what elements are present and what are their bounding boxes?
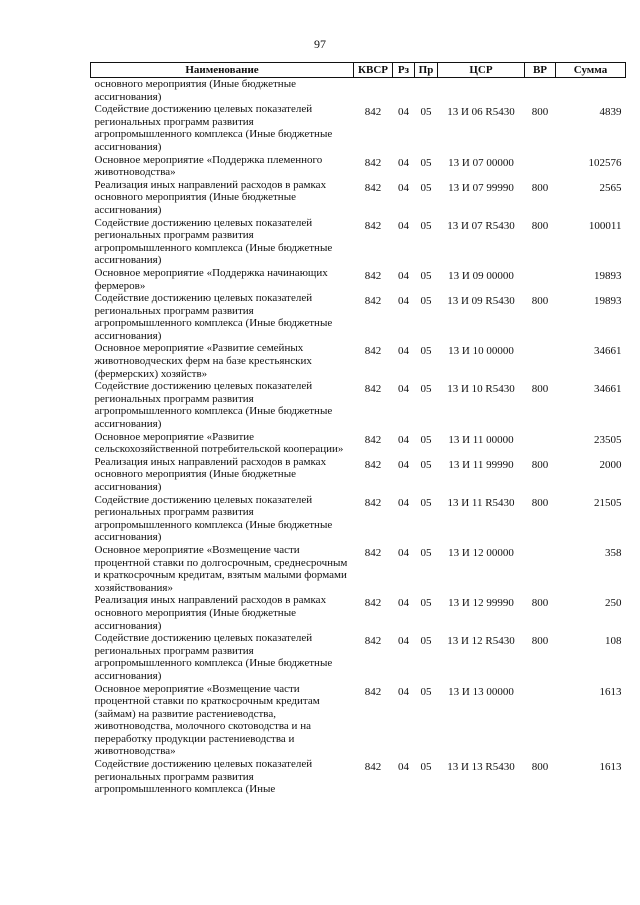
continuation-row [91,78,626,104]
cell-pr: 05 [420,106,432,119]
cell-kvsr: 842 [364,269,382,282]
cell-sum: 100011 [588,219,622,232]
cell-csr: 13 И 10 R5430 [447,383,515,396]
cell-name: Содействие достижению целевых показателей региональных программ развития агропромышленного комплекса (Иные [94,758,313,796]
cell-name: Содействие достижению целевых показателей региональных программ развития агропромышленного комплекса (Иные бюджетные ассигнования) [94,493,333,544]
cell-pr: 05 [420,496,432,509]
cell-vr: 800 [531,106,549,119]
cell-csr: 13 И 09 R5430 [447,295,515,308]
cell-kvsr: 842 [364,106,382,119]
table-row [91,456,626,494]
cell-sum: 21505 [594,496,622,509]
cell-pr: 05 [420,546,432,559]
cell-sum: 19893 [594,269,622,282]
cell-pr: 05 [420,219,432,232]
cell-rz: 04 [398,106,409,119]
header-pr: Пр [415,63,438,78]
table-row [91,632,626,682]
table-row [91,154,626,179]
cell-csr: 13 И 11 R5430 [447,496,515,509]
cell-sum: 34661 [594,383,622,396]
cell-kvsr: 842 [364,458,382,471]
cell-pr: 05 [420,295,432,308]
cell-vr [525,342,556,380]
cell-name: Основное мероприятие «Развитие семейных животноводческих ферм на базе крестьянских (фермерских) хозяйств» [94,342,312,380]
cell-sum: 358 [605,546,622,559]
cell-csr: 13 И 11 99990 [448,458,514,471]
cell-vr: 800 [531,458,549,471]
cell-sum: 1613 [599,685,622,698]
cell-vr [525,154,556,179]
table-row [91,380,626,430]
cell-sum: 34661 [594,345,622,358]
cell-csr: 13 И 09 00000 [448,269,514,282]
cell-name: Содействие достижению целевых показателей региональных программ развития агропромышленного комплекса (Иные бюджетные ассигнования) [94,292,333,342]
cell-kvsr: 842 [364,496,382,509]
cell-rz: 04 [398,345,409,358]
cell-sum: 1613 [599,761,622,774]
cell-name: Основное мероприятие «Поддержка племенного животноводства» [94,153,323,179]
cell-kvsr: 842 [364,433,382,446]
cell-csr: 13 И 13 R5430 [447,761,515,774]
cell-kvsr: 842 [364,635,382,648]
cell-sum: 2565 [599,181,622,194]
cell-vr: 800 [531,181,549,194]
cell-pr: 05 [420,685,432,698]
header-sum: Сумма [556,63,626,78]
cell-sum: 102576 [588,156,622,169]
cell-rz: 04 [398,219,409,232]
cell-rz: 04 [398,433,409,446]
cell-vr: 800 [531,496,549,509]
cell-name: Основное мероприятие «Поддержка начинающих фермеров» [94,266,328,292]
cell-csr: 13 И 11 00000 [448,433,514,446]
cell-csr: 13 И 07 99990 [448,181,514,194]
cell-sum: 4839 [599,106,622,119]
table-row [91,594,626,632]
table-row [91,179,626,217]
cell-name: Основное мероприятие «Развитие сельскохозяйственной потребительской кооперации» [94,430,344,456]
cell-vr: 800 [531,761,549,774]
cell-kvsr: 842 [364,383,382,396]
cell-pr: 05 [420,269,432,282]
cell-rz: 04 [398,496,409,509]
cell-sum: 108 [605,635,622,648]
cell-csr: 13 И 06 R5430 [447,106,515,119]
cell-rz: 04 [398,156,409,169]
header-kvsr: КВСР [354,63,393,78]
cell-csr: 13 И 10 00000 [448,345,514,358]
cell-csr: 13 И 07 00000 [448,156,514,169]
cell-rz: 04 [398,685,409,698]
table-header-row [91,63,626,78]
table-row [91,494,626,544]
cell-sum: 250 [605,597,622,610]
cell-sum: 2000 [599,458,622,471]
header-name: Наименование [91,63,354,78]
cell-rz: 04 [398,458,409,471]
cell-csr: 13 И 13 00000 [448,685,514,698]
cell-csr: 13 И 07 R5430 [447,219,515,232]
cell-name: Реализация иных направлений расходов в рамках основного мероприятия (Иные бюджетные ассигнования) [94,594,327,632]
cell-rz: 04 [398,181,409,194]
cell-name: Реализация иных направлений расходов в рамках основного мероприятия (Иные бюджетные ассигнования) [94,178,327,216]
cell-pr: 05 [420,181,432,194]
header-vr: ВР [525,63,556,78]
cell-rz: 04 [398,761,409,774]
cell-kvsr: 842 [364,546,382,559]
table-row [91,758,626,796]
table-row [91,342,626,380]
cell-kvsr: 842 [364,685,382,698]
cell-rz: 04 [398,383,409,396]
cell-vr: 800 [531,219,549,232]
cell-sum: 23505 [594,433,622,446]
cell-vr: 800 [531,597,549,610]
cell-vr: 800 [531,635,549,648]
cell-pr: 05 [420,345,432,358]
header-csr: ЦСР [438,63,525,78]
budget-table [90,62,626,796]
cell-pr: 05 [420,761,432,774]
cell-name: Содействие достижению целевых показателей региональных программ развития агропромышленного комплекса (Иные бюджетные ассигнования) [94,103,333,153]
cell-kvsr: 842 [364,761,382,774]
cell-kvsr: 842 [364,181,382,194]
cell-pr: 05 [420,156,432,169]
table-row [91,431,626,456]
cell-kvsr: 842 [364,295,382,308]
cell-pr: 05 [420,383,432,396]
cell-vr [525,431,556,456]
cell-vr [525,544,556,594]
cell-vr: 800 [531,295,549,308]
table-row [91,103,626,153]
cell-rz: 04 [398,635,409,648]
cell-name: Содействие достижению целевых показателей региональных программ развития агропромышленного комплекса (Иные бюджетные ассигнования) [94,216,333,267]
cell-rz: 04 [398,269,409,282]
cell-csr: 13 И 12 00000 [448,546,514,559]
cell-vr [525,267,556,292]
cell-vr: 800 [531,383,549,396]
table-row [91,217,626,267]
header-rz: Рз [393,63,415,78]
cell-rz: 04 [398,295,409,308]
cell-name: Реализация иных направлений расходов в рамках основного мероприятия (Иные бюджетные ассигнования) [94,455,327,493]
table-row [91,267,626,292]
cell-pr: 05 [420,597,432,610]
cell-kvsr: 842 [364,219,382,232]
cell-sum: 19893 [594,295,622,308]
page-number: 97 [314,37,326,51]
cell-name: Основное мероприятие «Возмещение части процентной ставки по долгосрочным, среднесрочным и краткосрочным кредитам, взятым малыми формами хозяйствования» [94,543,348,594]
table-row [91,292,626,342]
cell-csr: 13 И 12 R5430 [447,635,515,648]
cell-pr: 05 [420,433,432,446]
continuation-text: основного мероприятия (Иные бюджетные ассигнования) [94,78,296,103]
cell-csr: 13 И 12 99990 [448,597,514,610]
table-row [91,544,626,594]
cell-name: Содействие достижению целевых показателей региональных программ развития агропромышленного комплекса (Иные бюджетные ассигнования) [94,632,333,682]
cell-name: Основное мероприятие «Возмещение части процентной ставки по краткосрочным кредитам (займам) на развитие растениеводства, животноводства, молочного скотоводства и на переработку продукции растениеводства и животноводства» [94,682,320,758]
cell-name: Содействие достижению целевых показателей региональных программ развития агропромышленного комплекса (Иные бюджетные ассигнования) [94,380,333,431]
cell-vr [525,683,556,759]
cell-rz: 04 [398,597,409,610]
cell-rz: 04 [398,546,409,559]
cell-kvsr: 842 [364,345,382,358]
cell-kvsr: 842 [364,597,382,610]
cell-kvsr: 842 [364,156,382,169]
cell-pr: 05 [420,458,432,471]
cell-pr: 05 [420,635,432,648]
table-row [91,683,626,759]
